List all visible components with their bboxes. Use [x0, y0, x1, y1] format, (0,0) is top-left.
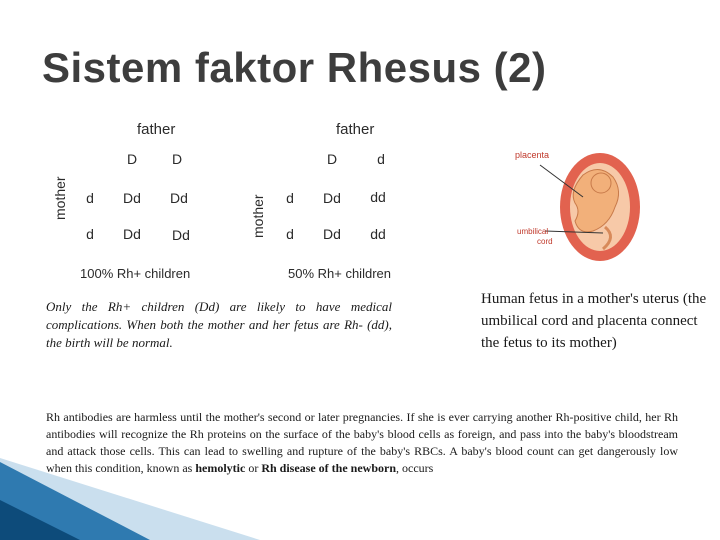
medical-note: Only the Rh+ children (Dd) are likely to have medical complications. When both the mother and her fetus are Rh- (dd), the birth will be normal.: [46, 299, 392, 350]
paragraph-text: Rh antibodies are harmless until the mother's second or later pregnancies. If she is ever carrying another Rh-positive child, her Rh antibodies will recognize the Rh proteins on the surface of the baby's blood cells as foreign, and pass into the baby's bloodstream and attack those cells. This can lead to swelling and rupture of the baby's RBCs. A baby's blood count can get dangerously low when this condition, known as: [46, 410, 678, 475]
allele-header: d: [86, 190, 94, 206]
genotype-cell: Dd: [170, 190, 188, 206]
genotype-cell: Dd: [172, 227, 190, 243]
term-hemolytic: hemolytic: [195, 461, 246, 475]
fetus-illustration: [505, 145, 655, 265]
result-caption: 100% Rh+ children: [80, 266, 191, 281]
allele-header: D: [126, 151, 138, 167]
term-rh-disease: Rh disease of the newborn: [261, 461, 396, 475]
paragraph-text: , occurs: [396, 461, 434, 475]
genotype-cell: Dd: [123, 226, 141, 242]
cord-label: cord: [537, 237, 553, 246]
genotype-cell: dd: [370, 189, 386, 205]
result-caption: 50% Rh+ children: [288, 266, 391, 281]
father-label: father: [137, 121, 176, 138]
allele-header: d: [286, 226, 294, 242]
mother-label: mother: [250, 194, 266, 238]
mother-label: mother: [52, 176, 68, 220]
allele-header: D: [326, 151, 338, 167]
allele-header: d: [286, 190, 294, 206]
genotype-cell: Dd: [323, 190, 341, 206]
genotype-cell: Dd: [123, 190, 141, 206]
allele-header: D: [171, 151, 183, 167]
placenta-label: placenta: [515, 150, 550, 160]
genotype-cell: dd: [370, 226, 386, 242]
cord-label: umbilical: [517, 227, 549, 236]
page-title: Sistem faktor Rhesus (2): [42, 44, 547, 91]
allele-header: d: [86, 226, 94, 242]
allele-header: d: [377, 151, 385, 167]
father-label: father: [336, 121, 375, 138]
figure-caption: Human fetus in a mother's uterus (the umbilical cord and placenta connect the fetus to its mother): [481, 291, 707, 351]
explanation-paragraph: [46, 409, 678, 477]
paragraph-text: or: [245, 461, 262, 475]
genotype-cell: Dd: [323, 226, 341, 242]
